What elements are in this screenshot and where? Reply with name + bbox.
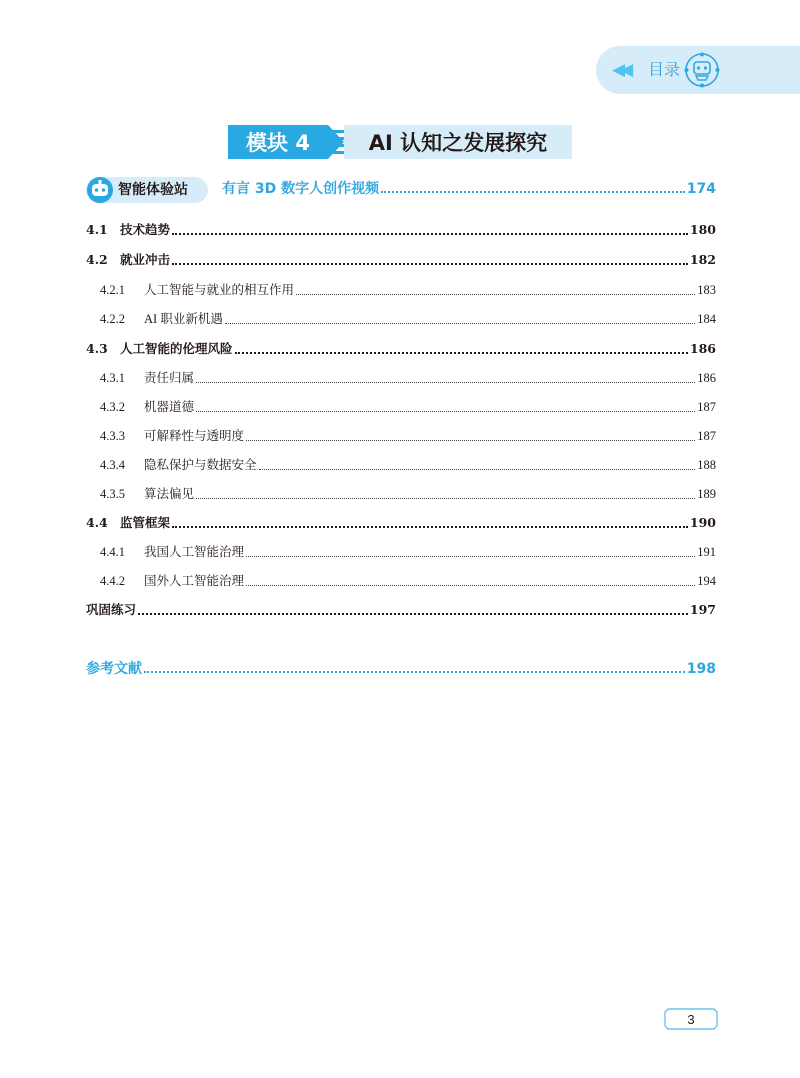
toc-row[interactable] bbox=[86, 572, 716, 590]
toc-entry-page: 187 bbox=[697, 429, 716, 443]
toc-entry-number: 4.3.2 bbox=[100, 400, 125, 414]
module-title: AI 认知之发展探究 bbox=[344, 125, 572, 159]
toc-entry-page: 187 bbox=[697, 400, 716, 414]
toc-entry-page: 182 bbox=[689, 252, 716, 267]
toc-entry-label bbox=[86, 485, 194, 503]
toc-entry-page: 191 bbox=[697, 545, 716, 559]
toc-entry-title: 监管框架 bbox=[120, 515, 171, 530]
toc-row[interactable] bbox=[86, 543, 716, 561]
toc-entry-label bbox=[86, 514, 170, 532]
dot-leader bbox=[138, 613, 688, 615]
toc-entry-page: 198 bbox=[686, 661, 716, 677]
double-chevron-icon: ◀◀ bbox=[612, 60, 629, 80]
toc-entry-page: 189 bbox=[697, 487, 716, 501]
toc-entry-number: 4.2 bbox=[86, 252, 108, 267]
toc-entry-number: 4.3.4 bbox=[100, 458, 125, 472]
dot-leader bbox=[172, 526, 688, 528]
toc-entry-label bbox=[86, 456, 257, 474]
toc-entry-page: 190 bbox=[689, 515, 716, 530]
toc-row[interactable] bbox=[86, 310, 716, 328]
robot-head-icon bbox=[684, 52, 720, 88]
toc-entry-title: 隐私保护与数据安全 bbox=[144, 458, 257, 472]
toc-entry-label bbox=[86, 281, 294, 299]
toc-row[interactable] bbox=[86, 221, 716, 239]
toc-entry-label bbox=[86, 340, 233, 358]
toc-row[interactable] bbox=[86, 369, 716, 387]
toc-entry-title: 参考文献 bbox=[86, 661, 142, 677]
toc-entry-label bbox=[86, 543, 244, 561]
dot-leader bbox=[381, 191, 685, 193]
toc-entry-number: 4.4.2 bbox=[100, 574, 125, 588]
dot-leader bbox=[144, 671, 685, 673]
toc-entry-label bbox=[86, 572, 244, 590]
toc-entry-number: 4.2.1 bbox=[100, 283, 125, 297]
toc-entry-title: 就业冲击 bbox=[120, 252, 171, 267]
toc-entry-number: 4.2.2 bbox=[100, 312, 125, 326]
toc-entry-page: 186 bbox=[689, 341, 716, 356]
toc-row[interactable] bbox=[86, 514, 716, 532]
toc-row[interactable] bbox=[86, 427, 716, 445]
toc-entry-title: 技术趋势 bbox=[120, 222, 171, 237]
toc-entry-label bbox=[86, 310, 223, 328]
toc-entry-page: 184 bbox=[697, 312, 716, 326]
toc-entry-label bbox=[86, 221, 170, 239]
toc-entry-title: AI 职业新机遇 bbox=[144, 312, 223, 326]
dot-leader bbox=[196, 411, 695, 412]
module-badge: 模块 4 bbox=[228, 125, 328, 159]
toc-entry-title: 可解释性与透明度 bbox=[144, 429, 245, 443]
page-number: 3 bbox=[687, 1011, 695, 1027]
toc-entry-page: 188 bbox=[697, 458, 716, 472]
robot-face-icon bbox=[86, 176, 114, 204]
toc-references-entry[interactable] bbox=[86, 660, 716, 678]
toc-entry-page: 194 bbox=[697, 574, 716, 588]
toc-entry-number: 4.4 bbox=[86, 515, 108, 530]
toc-entry-title: 人工智能的伦理风险 bbox=[120, 341, 233, 356]
station-label: 智能体验站 bbox=[118, 182, 188, 198]
toc-entry-title: 算法偏见 bbox=[144, 487, 195, 501]
toc-entry-title: 国外人工智能治理 bbox=[144, 574, 245, 588]
toc-entry-label bbox=[86, 398, 194, 416]
dot-leader bbox=[196, 382, 695, 383]
toc-entry-title: 责任归属 bbox=[144, 371, 195, 385]
dot-leader bbox=[235, 352, 688, 354]
dot-leader bbox=[246, 556, 695, 557]
toc-entry-number: 4.3.1 bbox=[100, 371, 125, 385]
dot-leader bbox=[296, 294, 695, 295]
toc-entry-number: 4.3 bbox=[86, 341, 108, 356]
toc-entry-number: 4.1 bbox=[86, 222, 108, 237]
toc-entry-label bbox=[86, 601, 136, 619]
dot-leader bbox=[246, 440, 695, 441]
toc-entry-page: 186 bbox=[697, 371, 716, 385]
toc-row[interactable] bbox=[86, 340, 716, 358]
dot-leader bbox=[172, 233, 688, 235]
dot-leader bbox=[196, 498, 695, 499]
toc-row[interactable] bbox=[86, 281, 716, 299]
toc-entry-title: 有言 3D 数字人创作视频 bbox=[222, 181, 380, 197]
dot-leader bbox=[225, 323, 695, 324]
toc-entry-page: 174 bbox=[686, 181, 716, 197]
dot-leader bbox=[172, 263, 688, 265]
toc-row[interactable] bbox=[86, 251, 716, 269]
toc-row[interactable] bbox=[86, 485, 716, 503]
header-title: 目录 bbox=[648, 60, 681, 79]
toc-entry-number: 4.3.5 bbox=[100, 487, 125, 501]
toc-entry-page: 180 bbox=[689, 222, 716, 237]
toc-featured-entry[interactable] bbox=[222, 180, 716, 198]
toc-entry-title: 机器道德 bbox=[144, 400, 195, 414]
toc-entry-label bbox=[86, 251, 170, 269]
toc-entry-label bbox=[86, 427, 244, 445]
toc-entry-page: 183 bbox=[697, 283, 716, 297]
toc-entry-label bbox=[86, 369, 194, 387]
dot-leader bbox=[259, 469, 696, 470]
toc-entry-number: 4.4.1 bbox=[100, 545, 125, 559]
toc-entry-title: 巩固练习 bbox=[86, 602, 137, 617]
toc-row[interactable] bbox=[86, 398, 716, 416]
toc-entry-title: 人工智能与就业的相互作用 bbox=[144, 283, 295, 297]
toc-entry-title: 我国人工智能治理 bbox=[144, 545, 245, 559]
dot-leader bbox=[246, 585, 695, 586]
toc-entry-page: 197 bbox=[689, 602, 716, 617]
toc-entry-number: 4.3.3 bbox=[100, 429, 125, 443]
toc-row[interactable] bbox=[86, 601, 716, 619]
toc-row[interactable] bbox=[86, 456, 716, 474]
